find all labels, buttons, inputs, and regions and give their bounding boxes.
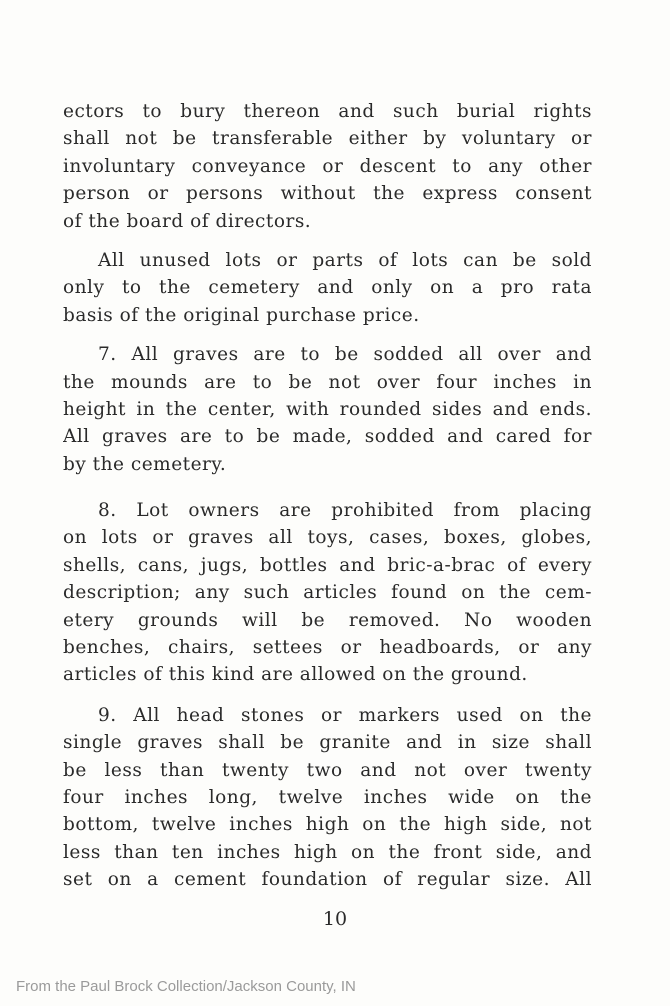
text-line: the mounds are to be not over four inches in	[63, 371, 592, 393]
text-line: person or persons without the express consent	[63, 183, 592, 205]
text-line: 7. All graves are to be sodded all over and	[98, 344, 592, 366]
text-line: bottom, twelve inches high on the high side, not	[63, 814, 592, 836]
text-line: ectors to bury thereon and such burial rights	[63, 101, 592, 122]
text-line: basis of the original purchase price.	[63, 304, 420, 326]
paragraph-rule-8	[63, 497, 592, 689]
text-line: on lots or graves all toys, cases, boxes, globes,	[63, 527, 592, 549]
text-line: 8. Lot owners are prohibited from placing	[98, 500, 592, 522]
paragraph-rule-9	[63, 702, 592, 894]
paragraph-unused-lots	[63, 247, 592, 329]
text-line: only to the cemetery and only on a pro rata	[63, 277, 592, 299]
text-line: articles of this kind are allowed on the ground.	[63, 664, 528, 686]
paragraph-continuation	[63, 98, 592, 235]
text-line: shells, cans, jugs, bottles and bric-a-brac of every	[63, 554, 592, 576]
text-line: shall not be transferable either by voluntary or	[63, 128, 592, 150]
text-line: set on a cement foundation of regular size. All	[63, 869, 592, 891]
collection-credit: From the Paul Brock Collection/Jackson County, IN	[16, 978, 356, 995]
text-line: etery grounds will be removed. No wooden	[63, 609, 592, 631]
page-number: 10	[322, 908, 348, 930]
text-line: benches, chairs, settees or headboards, or any	[63, 637, 592, 659]
text-line: 9. All head stones or markers used on the	[98, 704, 592, 726]
text-line: involuntary conveyance or descent to any other	[63, 155, 592, 177]
paragraph-rule-7	[63, 341, 592, 478]
text-line: height in the center, with rounded sides and ends.	[63, 398, 592, 420]
text-line: single graves shall be granite and in size shall	[63, 732, 592, 754]
text-line: description; any such articles found on the cem-	[63, 582, 592, 604]
text-line: All unused lots or parts of lots can be sold	[98, 249, 592, 271]
text-line: All graves are to be made, sodded and cared for	[63, 426, 592, 448]
text-line: of the board of directors.	[63, 210, 312, 232]
text-line: less than ten inches high on the front side, and	[63, 841, 592, 863]
text-line: by the cemetery.	[63, 453, 227, 475]
body-text	[63, 98, 592, 894]
text-line: be less than twenty two and not over twenty	[63, 759, 592, 781]
text-line: four inches long, twelve inches wide on the	[63, 786, 592, 808]
